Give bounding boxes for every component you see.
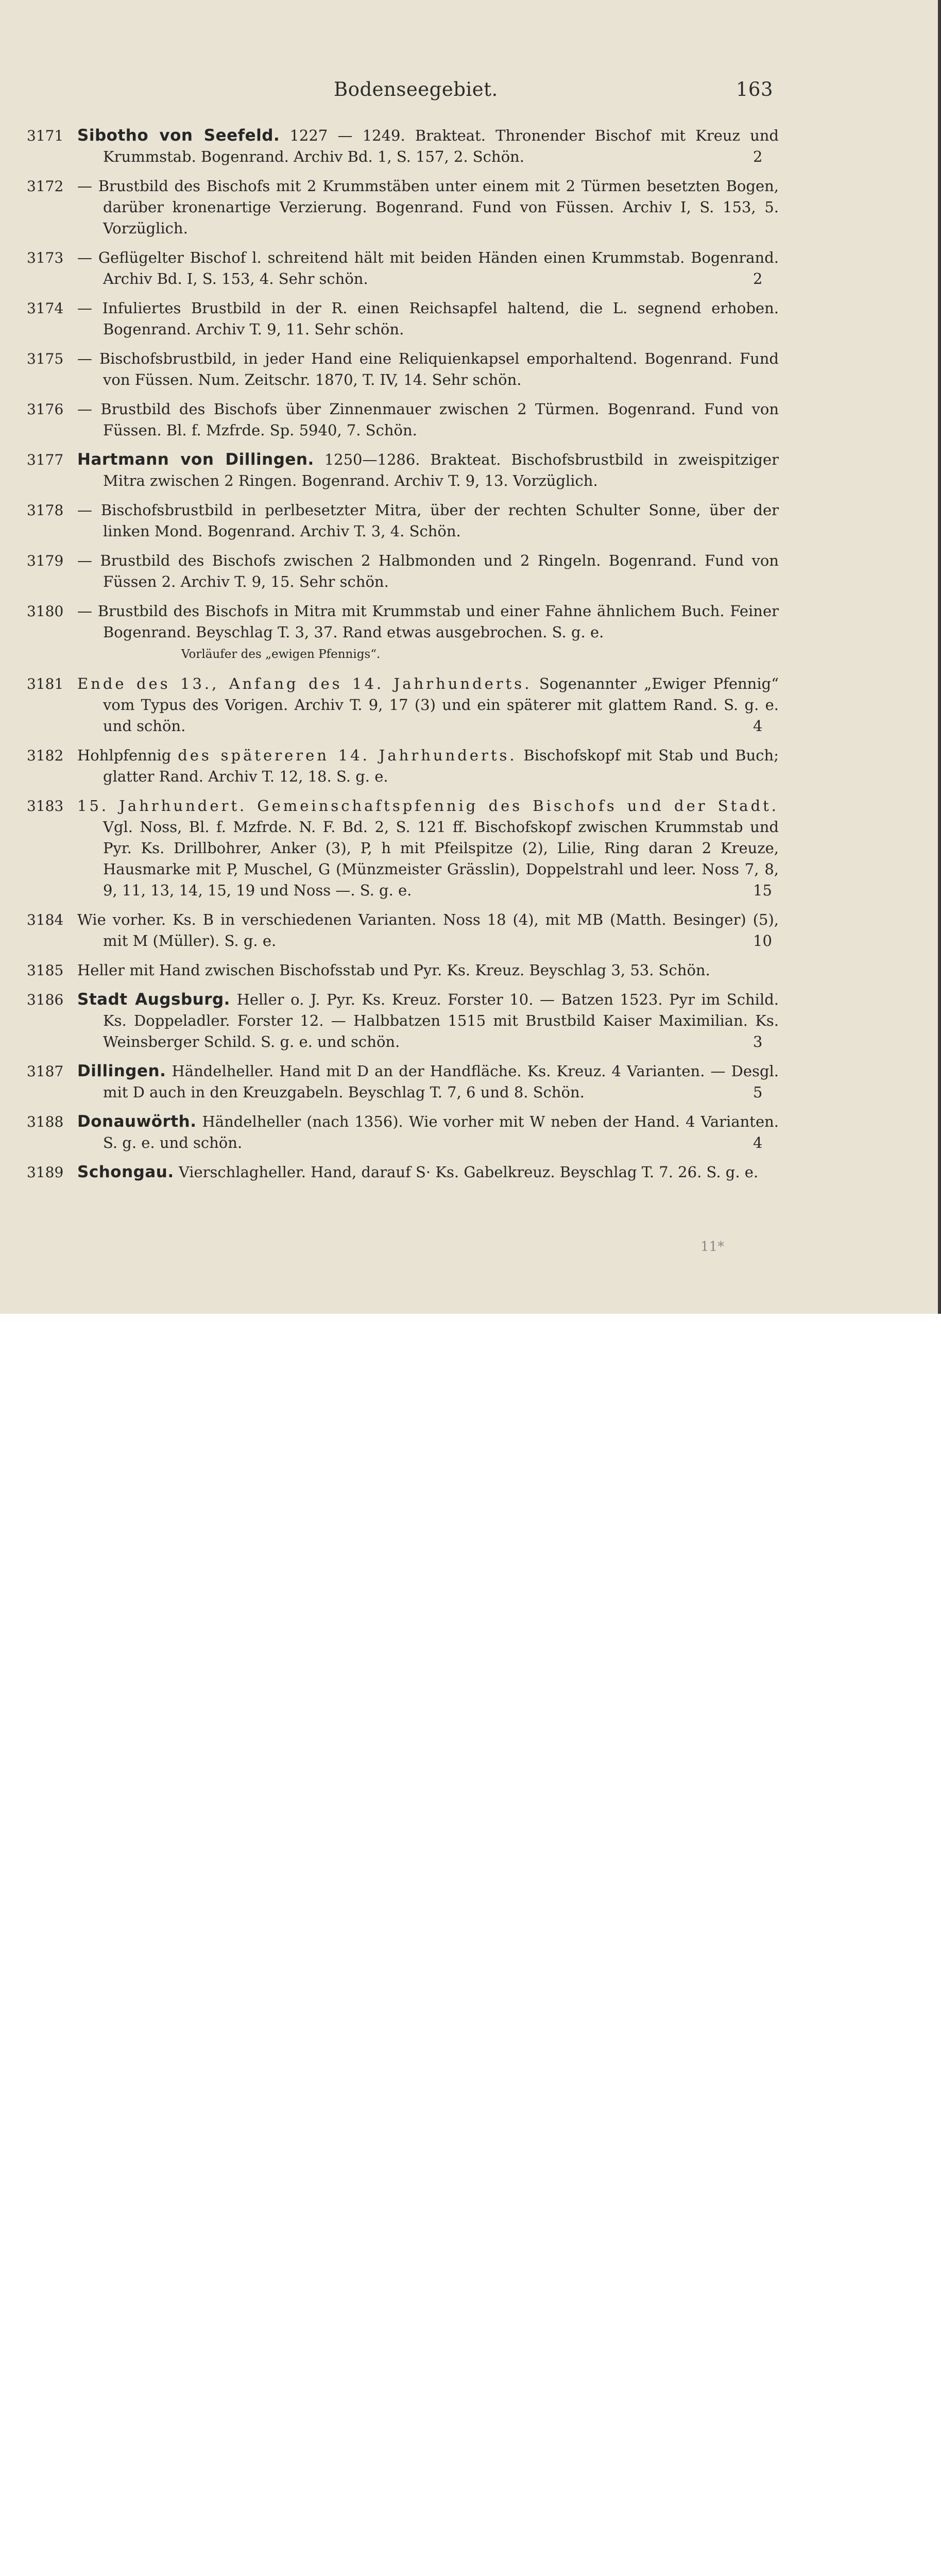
entry-number: 3172 xyxy=(27,178,64,195)
catalogue-entry xyxy=(27,795,779,901)
entry-number: 3175 xyxy=(27,350,64,367)
entry-body xyxy=(77,348,779,391)
entry-text: Händelheller. Hand mit D an der Handfläche. Ks. Kreuz. 4 Varianten. — Desgl. mit D auch in den Kreuzgabeln. Beyschlag T. 7, 6 und 8. Schön. xyxy=(103,1062,779,1101)
catalogue-entry xyxy=(27,601,779,665)
entry-number: 3173 xyxy=(27,249,64,266)
entry-heading: Dillingen. xyxy=(77,1062,166,1080)
entry-text: Vgl. Noss, Bl. f. Mzfrde. N. F. Bd. 2, S. 121 ff. Bischofskopf zwischen Krummstab und Pyr. Ks. Drillbohrer, Anker (3), P, h mit Pfeilspitze (2), Lilie, Ring daran 2 Kreuze, Hausmarke mit P, Muschel, G (Münzmeister Grässlin), Doppelstrahl und leer. Noss 7, 8, 9, 11, 13, 14, 15, 19 und Noss —. S. g. e. xyxy=(103,818,779,899)
entry-heading: Schongau. xyxy=(77,1163,174,1181)
entry-body: Wie vorher. Ks. B in verschiedenen Varianten. Noss 18 (4), mit MB (Matth. Besinger) (5), mit M (Müller). S. g. e. 10 xyxy=(77,911,779,950)
entry-number: 3177 xyxy=(27,451,64,468)
catalogue-entry xyxy=(27,1162,779,1183)
catalogue-entry xyxy=(27,673,779,737)
catalogue-entry xyxy=(27,745,779,787)
entry-body: — Geflügelter Bischof l. schreitend hält mit beiden Händen einen Krummstab. Bogenrand. Archiv Bd. I, S. 153, 4. Sehr schön. 2 xyxy=(77,249,779,287)
catalogue-entry xyxy=(27,176,779,239)
catalogue-entry xyxy=(27,348,779,391)
entry-body xyxy=(77,550,779,592)
entry-heading: Donauwörth. xyxy=(77,1112,197,1131)
entry-text: — Bischofsbrustbild, in jeder Hand eine Reliquienkapsel emporhaltend. Bogenrand. Fund von Füssen. Num. Zeitschr. 1870, T. IV, 14. Sehr schön. xyxy=(77,350,779,388)
catalogue-entry xyxy=(27,909,779,952)
running-head xyxy=(77,78,773,100)
footer xyxy=(0,1314,941,1388)
catalogue-entry xyxy=(27,125,779,167)
entry-text: — Brustbild des Bischofs in Mitra mit Krummstab und einer Fahne ähnlichem Buch. Feiner Bogenrand. Beyschlag T. 3, 37. Rand etwas ausgebrochen. S. g. e. xyxy=(77,602,779,641)
entry-number: 3189 xyxy=(27,1164,64,1181)
entry-text: — Brustbild des Bischofs über Zinnenmauer zwischen 2 Türmen. Bogenrand. Fund von Füssen. Bl. f. Mzfrde. Sp. 5940, 7. Schön. xyxy=(77,400,779,439)
page-title: Bodenseegebiet. xyxy=(334,78,498,100)
catalogue-entry xyxy=(27,960,779,981)
catalogue-entry xyxy=(27,247,779,290)
entry-body xyxy=(77,298,779,340)
entry-number: 3176 xyxy=(27,401,64,418)
entry-text: — Geflügelter Bischof l. schreitend hält mit beiden Händen einen Krummstab. Bogenrand. Archiv Bd. I, S. 153, 4. Sehr schön. xyxy=(77,249,779,287)
entry-body: 15. Jahrhundert. Gemeinschaftspfennig des Bischofs und der Stadt. Vgl. Noss, Bl. f. Mzfrde. N. F. Bd. 2, S. 121 ff. Bischofskopf zwischen Krummstab und Pyr. Ks. Drillbohrer, Anker (3), P, h mit Pfeilspitze (2), Lilie, Ring daran 2 Kreuze, Hausmarke mit P, Muschel, G (Münzmeister Grässlin), Doppelstrahl und leer. Noss 7, 8, 9, 11, 13, 14, 15, 19 und Noss —. S. g. e. 15 xyxy=(77,797,779,899)
entry-heading: Sibotho von Seefeld. xyxy=(77,126,280,145)
entry-number: 3181 xyxy=(27,675,64,692)
entry-number: 3188 xyxy=(27,1113,64,1130)
entry-spaced-heading: 15. Jahrhundert. Gemeinschaftspfennig des Bischofs und der Stadt. xyxy=(77,797,779,815)
entry-text: 1250—1286. Brakteat. Bischofsbrustbild in zweispitziger Mitra zwischen 2 Ringen. Bogenrand. Archiv T. 9, 13. Vorzüglich. xyxy=(103,451,779,489)
signature-mark: 11* xyxy=(700,1239,725,1255)
entry-spaced-heading: des spätereren 14. Jahrhunderts. xyxy=(178,747,517,764)
entry-body xyxy=(77,176,779,239)
entry-body: Sibotho von Seefeld. 1227 — 1249. Brakteat. Thronender Bischof mit Kreuz und Krummstab. Bogenrand. Archiv Bd. 1, S. 157, 2. Schön. 2 xyxy=(77,126,779,165)
entry-number: 3179 xyxy=(27,552,64,569)
entry-number: 3185 xyxy=(27,962,64,979)
page-number: 163 xyxy=(735,78,773,100)
catalogue-entry xyxy=(27,550,779,592)
entry-heading: Hartmann von Dillingen. xyxy=(77,450,314,469)
entry-text: 1227 — 1249. Brakteat. Thronender Bischof mit Kreuz und Krummstab. Bogenrand. Archiv Bd. 1, S. 157, 2. Schön. xyxy=(103,127,779,165)
entry-text: — Bischofsbrustbild in perlbesetzter Mitra, über der rechten Schulter Sonne, über der linken Mond. Bogenrand. Archiv T. 3, 4. Schön. xyxy=(77,501,779,540)
entry-number: 3174 xyxy=(27,300,64,317)
entry-body: Dillingen. Händelheller. Hand mit D an der Handfläche. Ks. Kreuz. 4 Varianten. — Desgl. mit D auch in den Kreuzgabeln. Beyschlag T. 7, 6 und 8. Schön. 5 xyxy=(77,1062,779,1101)
entry-number: 3182 xyxy=(27,747,64,764)
entry-number: 3186 xyxy=(27,991,64,1008)
entry-body xyxy=(77,745,779,787)
entry-note: Vorläufer des „ewigen Pfennigs“. xyxy=(181,648,381,661)
entry-spaced-heading: Ende des 13., Anfang des 14. Jahrhunderts. xyxy=(77,675,532,692)
entry-body: Donauwörth. Händelheller (nach 1356). Wie vorher mit W neben der Hand. 4 Varianten. S. g. e. und schön. 4 xyxy=(77,1112,779,1151)
entry-text: — Infuliertes Brustbild in der R. einen Reichsapfel haltend, die L. segnend erhoben. Bogenrand. Archiv T. 9, 11. Sehr schön. xyxy=(77,299,779,338)
entry-heading: Stadt Augsburg. xyxy=(77,990,230,1009)
entry-body xyxy=(77,601,779,665)
entry-text: Vierschlagheller. Hand, darauf S· Ks. Gabelkreuz. Beyschlag T. 7. 26. S. g. e. xyxy=(178,1163,759,1181)
entry-number: 3183 xyxy=(27,798,64,815)
catalogue-entry xyxy=(27,1111,779,1154)
entry-text: Heller mit Hand zwischen Bischofsstab und Pyr. Ks. Kreuz. Beyschlag 3, 53. Schön. xyxy=(77,961,710,979)
entry-text: — Brustbild des Bischofs mit 2 Krummstäben unter einem mit 2 Türmen besetzten Bogen, darüber kronenartige Verzierung. Bogenrand. Fund von Füssen. Archiv I, S. 153, 5. Vorzüglich. xyxy=(77,177,779,237)
entry-text: Händelheller (nach 1356). Wie vorher mit W neben der Hand. 4 Varianten. S. g. e. und schön. xyxy=(103,1113,779,1151)
entry-body: Stadt Augsburg. Heller o. J. Pyr. Ks. Kreuz. Forster 10. — Batzen 1523. Pyr im Schild. Ks. Doppeladler. Forster 12. — Halbbatzen 1515 mit Brustbild Kaiser Maximilian. Ks. Weinsberger Schild. S. g. e. und schön. 3 xyxy=(77,990,779,1050)
catalogue-entry xyxy=(27,298,779,340)
entry-number: 3171 xyxy=(27,127,64,144)
entry-text: Bischofskopf mit Stab und Buch; glatter Rand. Archiv T. 12, 18. S. g. e. xyxy=(103,747,779,785)
catalogue-entry xyxy=(27,449,779,492)
catalogue-entries xyxy=(27,125,779,1191)
entry-text: — Brustbild des Bischofs zwischen 2 Halbmonden und 2 Ringeln. Bogenrand. Fund von Füssen 2. Archiv T. 9, 15. Sehr schön. xyxy=(77,552,779,590)
entry-text: Sogenannter „Ewiger Pfennig“ vom Typus des Vorigen. Archiv T. 9, 17 (3) und ein späterer mit glattem Rand. S. g. e. und schön. xyxy=(103,675,779,735)
entry-body: Ende des 13., Anfang des 14. Jahrhunderts. Sogenannter „Ewiger Pfennig“ vom Typus des Vorigen. Archiv T. 9, 17 (3) und ein späterer mit glattem Rand. S. g. e. und schön. 4 xyxy=(77,675,779,735)
catalogue-entry xyxy=(27,989,779,1053)
entry-text: Wie vorher. Ks. B in verschiedenen Varianten. Noss 18 (4), mit MB (Matth. Besinger) (5), mit M (Müller). S. g. e. xyxy=(77,911,779,950)
catalogue-entry xyxy=(27,399,779,441)
entry-body xyxy=(77,1162,779,1183)
entry-body xyxy=(77,399,779,441)
catalogue-entry xyxy=(27,1061,779,1103)
entry-number: 3180 xyxy=(27,603,64,620)
entry-number: 3184 xyxy=(27,911,64,928)
entry-prefix: Hohlpfennig xyxy=(77,747,172,764)
entry-body xyxy=(77,449,779,492)
entry-number: 3178 xyxy=(27,502,64,519)
entry-text: Heller o. J. Pyr. Ks. Kreuz. Forster 10. — Batzen 1523. Pyr im Schild. Ks. Doppeladler. Forster 12. — Halbbatzen 1515 mit Brustbild Kaiser Maximilian. Ks. Weinsberger Schild. S. g. e. und schön. xyxy=(103,991,779,1050)
catalogue-entry xyxy=(27,500,779,542)
entry-body xyxy=(77,960,779,981)
entry-body xyxy=(77,500,779,542)
entry-number: 3187 xyxy=(27,1063,64,1080)
